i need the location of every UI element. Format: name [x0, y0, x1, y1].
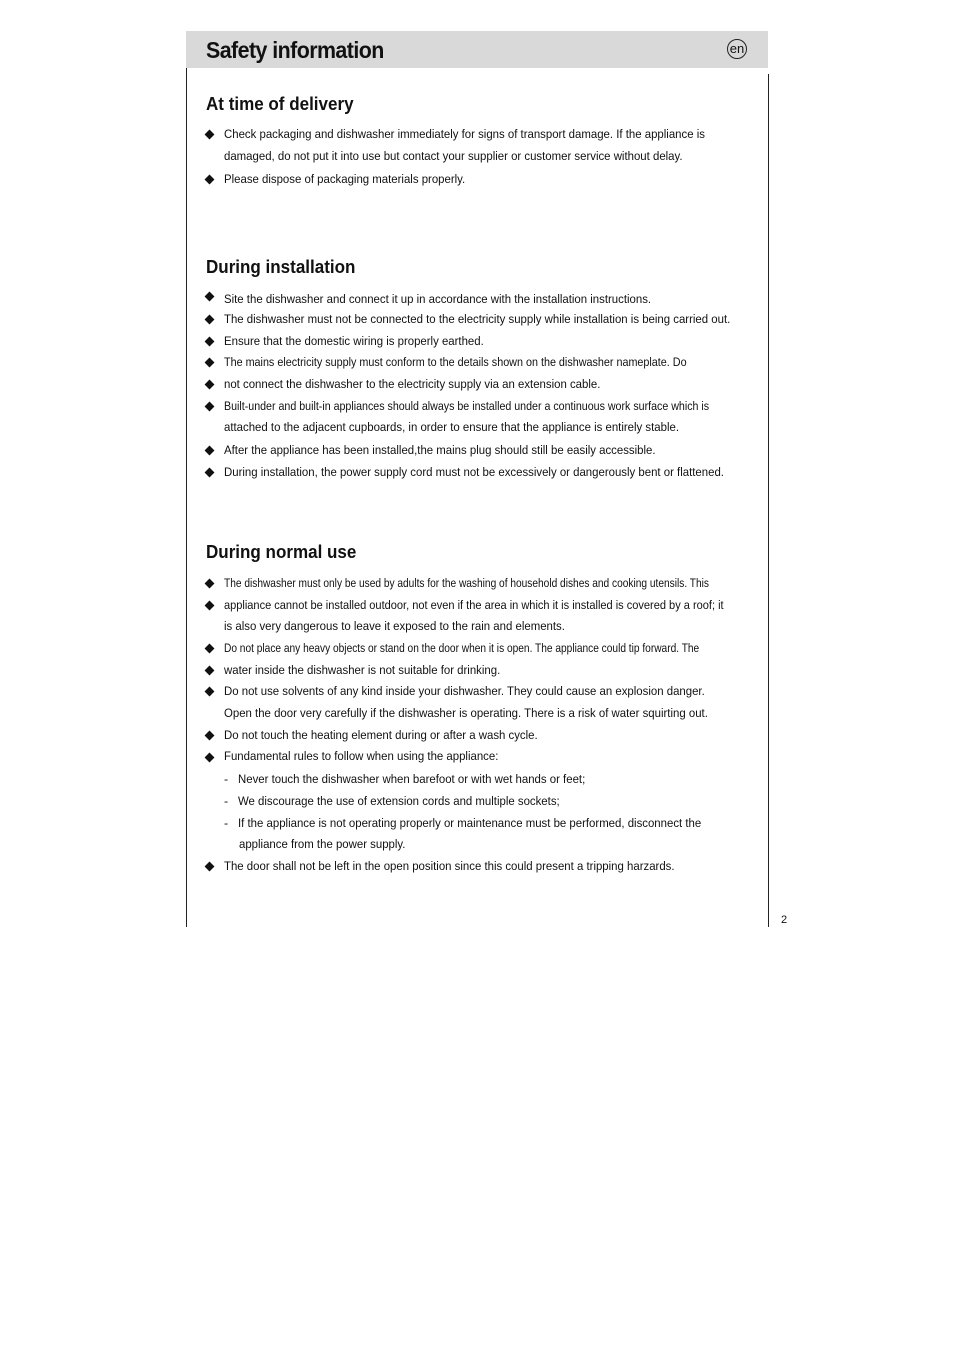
bullet-icon	[205, 315, 215, 325]
text-line: Ensure that the domestic wiring is properly earthed.	[224, 334, 484, 348]
text-line: If the appliance is not operating properly or maintenance must be performed, disconnect the	[238, 816, 702, 830]
text-line: We discourage the use of extension cords and multiple sockets;	[238, 794, 560, 808]
text-line: Never touch the dishwasher when barefoot or with wet hands or feet;	[238, 772, 586, 786]
language-badge: en	[727, 39, 747, 59]
bullet-icon	[205, 862, 215, 872]
text-line: not connect the dishwasher to the electricity supply via an extension cable.	[224, 377, 601, 391]
page-number: 2	[781, 914, 788, 926]
right-margin-rule	[768, 74, 769, 927]
bullet-icon	[205, 337, 215, 347]
text-line: Site the dishwasher and connect it up in accordance with the installation instructions.	[224, 292, 652, 306]
text-line: The door shall not be left in the open position since this could present a tripping harzards.	[224, 859, 675, 873]
text-line: Do not touch the heating element during or after a wash cycle.	[224, 728, 538, 742]
text-line: Open the door very carefully if the dishwasher is operating. There is a risk of water squirting out.	[224, 706, 708, 720]
section-title-installation: During installation	[206, 256, 356, 277]
text-line: is also very dangerous to leave it exposed to the rain and elements.	[224, 619, 565, 633]
text-line: After the appliance has been installed,the mains plug should still be easily accessible.	[224, 443, 656, 457]
bullet-icon	[205, 130, 215, 140]
dash-marker: -	[224, 816, 229, 830]
text-line: Do not use solvents of any kind inside your dishwasher. They could cause an explosion danger.	[224, 684, 705, 698]
bullet-icon	[205, 753, 215, 763]
text-line: appliance cannot be installed outdoor, not even if the area in which it is installed is covered by a roof; it	[224, 598, 724, 612]
bullet-icon	[205, 731, 215, 741]
dash-marker: -	[224, 772, 229, 786]
section-title-normal-use: During normal use	[206, 541, 357, 562]
left-margin-rule	[186, 68, 187, 927]
text-line: The mains electricity supply must conform to the details shown on the dishwasher nameplate. Do	[224, 355, 687, 369]
text-line: The dishwasher must not be connected to the electricity supply while installation is being carried out.	[224, 312, 731, 326]
section-title-delivery: At time of delivery	[206, 93, 354, 114]
bullet-icon	[205, 175, 215, 185]
bullet-icon	[205, 644, 215, 654]
text-line: water inside the dishwasher is not suitable for drinking.	[224, 663, 501, 677]
text-line: Check packaging and dishwasher immediately for signs of transport damage. If the appliance is	[224, 127, 705, 141]
bullet-icon	[205, 446, 215, 456]
header-bar	[186, 31, 768, 68]
text-line: Built-under and built-in appliances should always be installed under a continuous work surface which is	[224, 399, 710, 413]
text-line: damaged, do not put it into use but contact your supplier or customer service without delay.	[224, 149, 683, 163]
bullet-icon	[205, 402, 215, 412]
bullet-icon	[205, 358, 215, 368]
bullet-icon	[205, 601, 215, 611]
text-line: Do not place any heavy objects or stand on the door when it is open. The appliance could tip forward. The	[224, 641, 700, 655]
text-line: Fundamental rules to follow when using the appliance:	[224, 749, 499, 763]
dash-marker: -	[224, 794, 229, 808]
text-line: During installation, the power supply cord must not be excessively or dangerously bent or flattened.	[224, 465, 724, 479]
bullet-icon	[205, 687, 215, 697]
bullet-icon	[205, 666, 215, 676]
text-line: attached to the adjacent cupboards, in order to ensure that the appliance is entirely stable.	[224, 420, 680, 434]
bullet-icon	[205, 468, 215, 478]
bullet-icon	[205, 380, 215, 390]
text-line: appliance from the power supply.	[239, 837, 406, 851]
bullet-icon	[205, 292, 215, 302]
bullet-icon	[205, 579, 215, 589]
text-line: The dishwasher must only be used by adults for the washing of household dishes and cooking utensils. This	[224, 576, 709, 590]
page-title: Safety information	[206, 37, 384, 63]
text-line: Please dispose of packaging materials properly.	[224, 172, 466, 186]
